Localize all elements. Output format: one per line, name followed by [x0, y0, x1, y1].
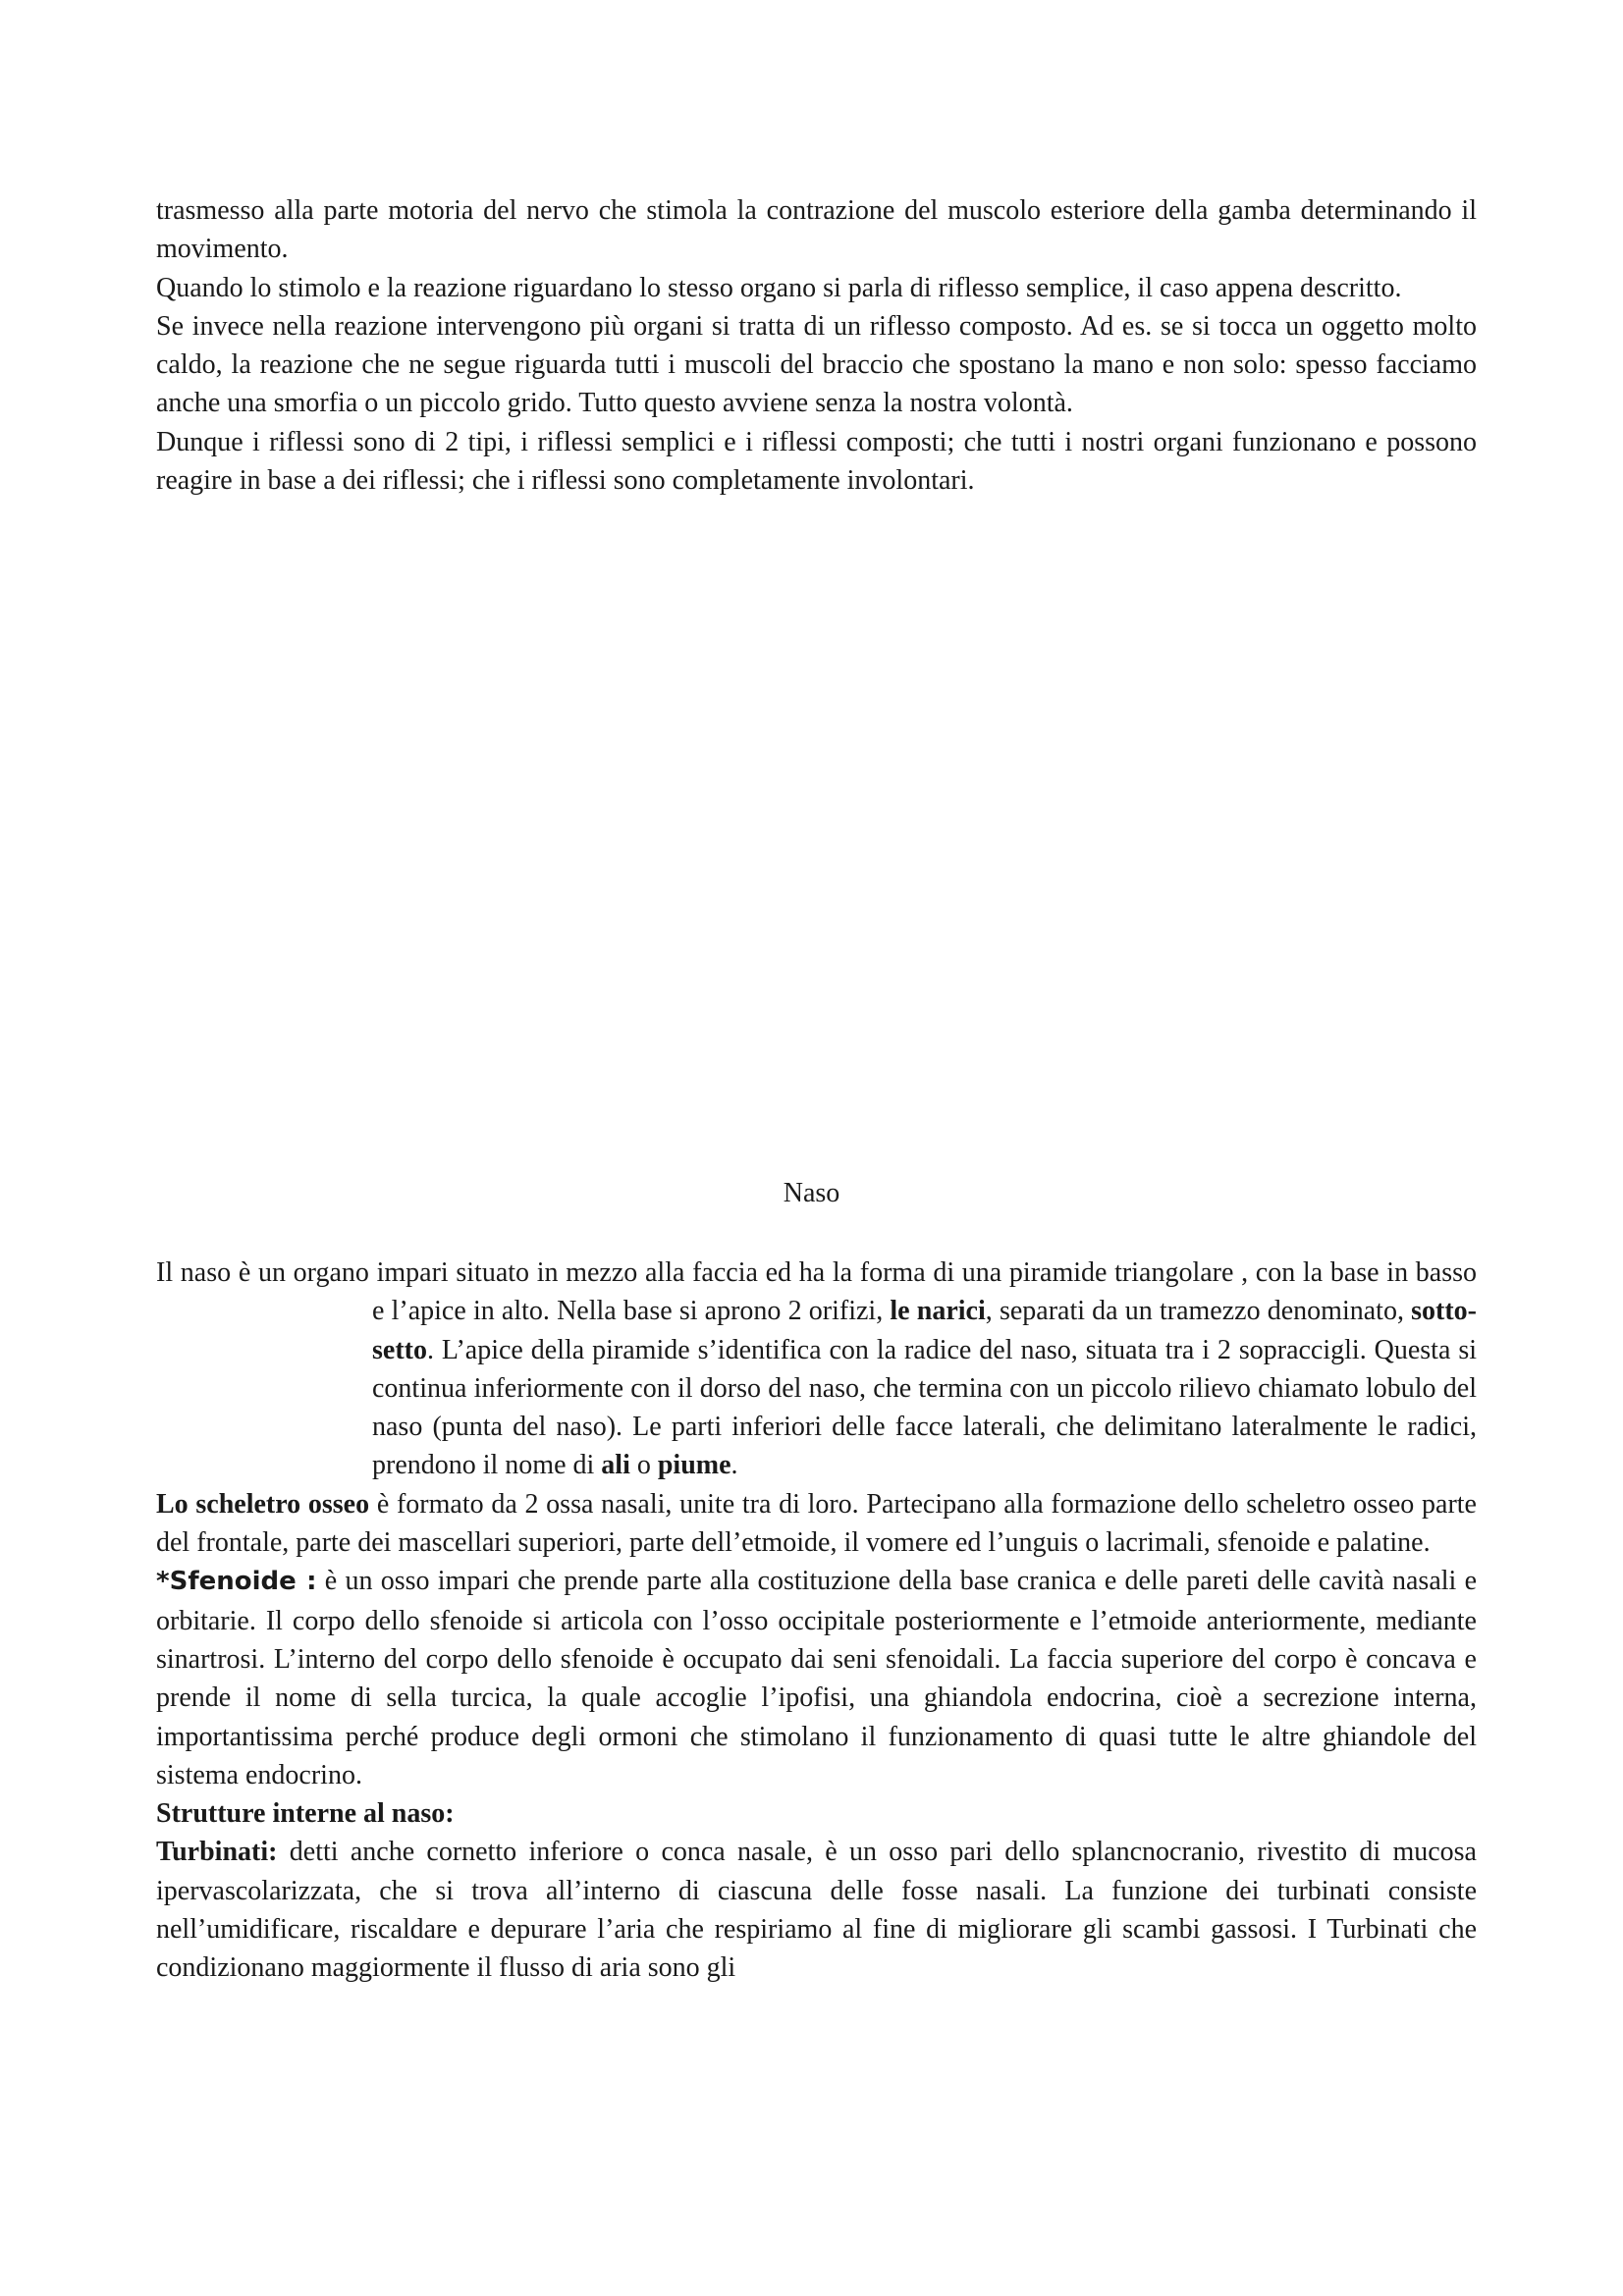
- text-run: .: [730, 1450, 738, 1481]
- reflex-section: [156, 191, 1477, 500]
- term-scheletro-osseo: Lo scheletro osseo: [156, 1488, 370, 1520]
- text-run: . L’apice della piramide s’identifica con la radice del naso, situata tra i 2 sopraccigli. Questa si continua inferiormente con il dorso del naso, che termina con un piccolo rilievo chiamato lobulo del naso (punta del naso). Le parti inferiori delle facce laterali, che delimitano lateralmente le radici, prendono il nome di: [372, 1334, 1477, 1481]
- text-run: è formato da 2 ossa nasali, unite tra di loro. Partecipano alla formazione dello scheletro osseo parte del frontale, parte dei mascellari superiori, parte dell’etmoide, il vomere ed l’unguis o lacrimali, sfenoide e palatine.: [156, 1488, 1477, 1559]
- term-narici: le narici: [890, 1296, 986, 1327]
- term-sfenoide: *Sfenoide :: [156, 1567, 317, 1597]
- naso-section: [156, 1254, 1477, 1988]
- paragraph: Dunque i riflessi sono di 2 tipi, i riflessi semplici e i riflessi composti; che tutti i nostri organi funzionano e possono reagire in base a dei riflessi; che i riflessi sono completamente involontari.: [156, 426, 1477, 497]
- paragraph-sfenoide: [156, 1562, 1477, 1794]
- term-sotto-setto: sotto-setto: [372, 1296, 1477, 1365]
- paragraph-turbinati: [156, 1833, 1477, 1987]
- text-run: , separati da un tramezzo denominato,: [985, 1296, 1412, 1327]
- term-ali: ali: [601, 1450, 630, 1481]
- term-piume: piume: [657, 1450, 731, 1481]
- text-run: Il naso è un organo impari situato in mezzo alla faccia ed ha la forma di una piramide triangolare , con la base in basso e l’apice in alto. Nella base si aprono 2 orifizi,: [156, 1257, 1477, 1327]
- paragraph: Quando lo stimolo e la reazione riguardano lo stesso organo si parla di riflesso semplice, il caso appena descritto.: [156, 272, 1402, 303]
- subheading: [156, 1794, 1477, 1833]
- text-run: o: [629, 1450, 658, 1481]
- text-run: detti anche cornetto inferiore o conca nasale, è un osso pari dello splancnocranio, rivestito di mucosa ipervascolarizzata, che si trova all’interno di ciascuna delle fosse nasali. La funzione dei turbinati consiste nell’umidificare, riscaldare e depurare l’aria che respiriamo al fine di migliorare gli scambi gassosi. I Turbinati che condizionano maggiormente il flusso di aria sono gli: [156, 1837, 1477, 1984]
- paragraph-scheletro: [156, 1485, 1477, 1563]
- subheading-text: Strutture interne al naso:: [156, 1798, 455, 1830]
- term-turbinati: Turbinati:: [156, 1837, 278, 1868]
- section-title: Naso: [783, 1178, 840, 1208]
- paragraph: trasmesso alla parte motoria del nervo che stimola la contrazione del muscolo esteriore della gamba determinando il movimento.: [156, 195, 1477, 265]
- text-run: è un osso impari che prende parte alla costituzione della base cranica e delle pareti delle cavità nasali e orbitarie. Il corpo dello sfenoide si articola con l’osso occipitale posteriormente e l’etmoide anteriormente, mediante sinartrosi. L’interno del corpo dello sfenoide è occupato dai seni sfenoidali. La faccia superiore del corpo è concava e prende il nome di sella turcica, la quale accoglie l’ipofisi, una ghiandola endocrina, cioè a secrezione interna, importantissima perché produce degli ormoni che stimolano il funzionamento di quasi tutte le altre ghiandole del sistema endocrino.: [156, 1566, 1477, 1790]
- paragraph: Se invece nella reazione intervengono più organi si tratta di un riflesso composto. Ad es. se si tocca un oggetto molto caldo, la reazione che ne segue riguarda tutti i muscoli del braccio che spostano la mano e non solo: spesso facciamo anche una smorfia o un piccolo grido. Tutto questo avviene senza la nostra volontà.: [156, 310, 1477, 419]
- paragraph-intro: [156, 1254, 1477, 1485]
